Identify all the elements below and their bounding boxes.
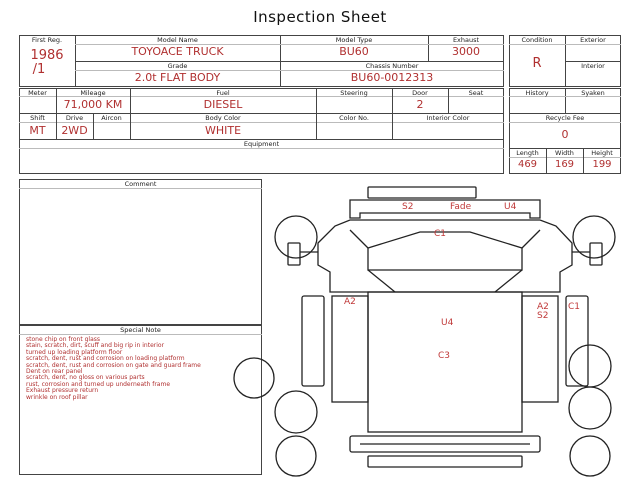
left-door-shape	[332, 296, 368, 402]
special-note-item: scratch, dent, rust and corrosion on loading platform	[26, 355, 185, 363]
front-right-wheel	[573, 216, 615, 258]
comment-label: Comment	[124, 180, 157, 188]
exhaust-label: Exhaust	[452, 36, 480, 44]
model-name-label: Model Name	[157, 36, 198, 44]
first-reg-label: First Reg.	[31, 36, 63, 44]
mark-u4-top: U4	[504, 202, 517, 212]
model-type-label: Model Type	[335, 36, 373, 44]
mark-c3-center: C3	[438, 351, 451, 361]
special-note-item: stone chip on front glass	[26, 336, 101, 343]
special-note-item: turned up loading platform floor	[26, 348, 123, 356]
special-note-item: wrinkle on roof pillar	[26, 393, 88, 401]
bottom-right-wheel	[570, 436, 610, 476]
mid-right-wheel	[569, 345, 611, 387]
page-title: Inspection Sheet	[253, 8, 387, 26]
model-name-value: TOYOACE TRUCK	[131, 45, 224, 58]
mark-s2-top: S2	[402, 202, 414, 212]
grade-value: 2.0t FLAT BODY	[134, 71, 221, 84]
special-note-item: rust, corrosion and turned up underneath frame	[26, 380, 171, 388]
fuel-label: Fuel	[216, 89, 230, 97]
mark-fade-top: Fade	[450, 202, 472, 212]
special-note-item: stain, scratch, dirt, scuff and big rip in interior	[26, 342, 165, 350]
grade-label: Grade	[167, 62, 188, 70]
mark-s2-right: S2	[537, 311, 549, 321]
mark-a2-right: A2	[537, 302, 549, 312]
history-label: History	[525, 89, 549, 97]
shift-label: Shift	[30, 114, 45, 122]
mid-left-wheel	[234, 358, 274, 398]
chassis-label: Chassis Number	[365, 62, 419, 70]
mark-u4-center: U4	[441, 318, 454, 328]
width-value: 169	[554, 159, 575, 170]
condition-label: Condition	[521, 36, 553, 44]
first-reg-value-year: 1986	[30, 48, 64, 63]
door-value: 2	[416, 98, 424, 111]
special-note-item: scratch, dent, rust and corrosion on gate and guard frame	[26, 361, 201, 369]
door-label: Door	[412, 89, 428, 97]
meter-label: Meter	[28, 89, 47, 97]
recycle-fee-label: Recycle Fee	[545, 114, 585, 122]
seat-label: Seat	[468, 89, 484, 97]
model-type-value: BU60	[339, 45, 369, 58]
left-mirror-shape	[288, 243, 300, 265]
rear-right-wheel	[569, 387, 611, 429]
condition-value: R	[532, 56, 542, 71]
length-label: Length	[516, 149, 539, 157]
first-reg-value-month: /1	[32, 62, 46, 77]
loading-bed-shape	[368, 292, 522, 432]
bottom-left-wheel	[276, 436, 316, 476]
aircon-label: Aircon	[101, 114, 122, 122]
mark-a2-left: A2	[344, 297, 356, 307]
special-note-item: Exhaust pressure return	[26, 387, 99, 395]
syaken-label: Syaken	[581, 89, 605, 97]
exhaust-value: 3000	[452, 45, 480, 58]
rear-bumper-shape	[368, 187, 476, 198]
interior-color-label: Interior Color	[426, 114, 470, 122]
equipment-label: Equipment	[243, 140, 280, 148]
special-note-item: Dent on rear panel	[26, 368, 83, 376]
front-grille-shape	[368, 456, 522, 467]
shift-value: MT	[29, 124, 46, 137]
body-color-label: Body Color	[205, 114, 241, 122]
drive-label: Drive	[65, 114, 84, 122]
drive-value: 2WD	[61, 124, 88, 137]
special-note-item: scratch, dent, no gloss on various parts	[26, 374, 145, 382]
left-side-panel	[302, 296, 324, 386]
mark-c1-right: C1	[568, 302, 581, 312]
color-no-label: Color No.	[339, 114, 369, 122]
width-label: Width	[555, 149, 574, 157]
steering-label: Steering	[340, 89, 368, 97]
height-value: 199	[592, 159, 612, 170]
height-label: Height	[591, 149, 613, 157]
rear-left-wheel	[275, 391, 317, 433]
body-color-value: WHITE	[204, 124, 242, 137]
special-note-label: Special Note	[120, 326, 161, 334]
mileage-label: Mileage	[80, 89, 106, 97]
mark-c1-top: C1	[434, 229, 447, 239]
fuel-value: DIESEL	[203, 98, 243, 111]
interior-label: Interior	[581, 62, 605, 70]
recycle-fee-value: 0	[561, 128, 569, 141]
right-mirror-shape	[590, 243, 602, 265]
front-left-wheel	[275, 216, 317, 258]
mileage-value: 71,000 KM	[63, 98, 123, 111]
exterior-label: Exterior	[580, 36, 606, 44]
chassis-value: BU60-0012313	[350, 71, 434, 84]
length-value: 469	[517, 159, 538, 170]
